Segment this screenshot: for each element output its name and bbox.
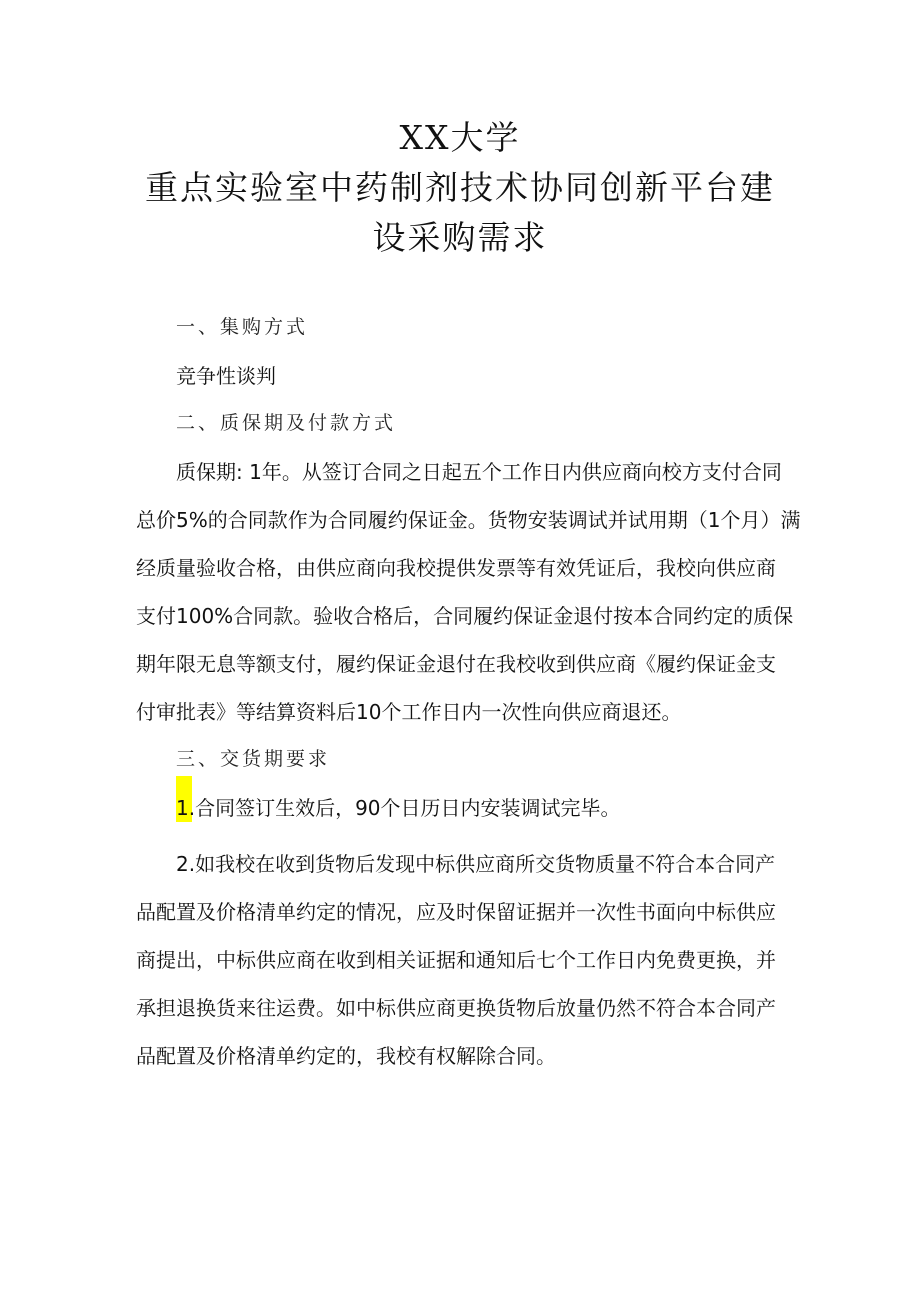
section-1-heading: 一、集购方式 <box>176 316 309 338</box>
warranty-paragraph-line: 期年限无息等额支付，履约保证金退付在我校收到供应商《履约保证金支 <box>136 652 776 676</box>
document-title-line-2: 重点实验室中药制剂技术协同创新平台建 <box>145 168 775 207</box>
delivery-item-2-line: 商提出，中标供应商在收到相关证据和通知后七个工作日内免费更换，并 <box>136 948 776 972</box>
warranty-paragraph-line: 质保期: 1年。从签订合同之日起五个工作日内供应商向校方支付合同 <box>176 460 782 484</box>
warranty-paragraph-line: 经质量验收合格，由供应商向我校提供发票等有效凭证后，我校向供应商 <box>136 556 776 580</box>
warranty-paragraph-line: 总价5%的合同款作为合同履约保证金。货物安装调试并试用期（1个月）满 <box>136 508 801 532</box>
section-3-heading: 三、交货期要求 <box>176 748 331 770</box>
delivery-item-2-line: 2.如我校在收到货物后发现中标供应商所交货物质量不符合本合同产 <box>176 852 776 876</box>
delivery-item-1: 1.合同签订生效后，90个日历日内安装调试完毕。 <box>176 796 621 820</box>
procurement-method: 竞争性谈判 <box>176 364 276 388</box>
delivery-item-2-line: 承担退换货来往运费。如中标供应商更换货物后放量仍然不符合本合同产 <box>136 996 776 1020</box>
document-title-line-3: 设采购需求 <box>372 218 548 257</box>
document-title-line-1: XX大学 <box>399 118 521 157</box>
warranty-paragraph-line: 支付100%合同款。验收合格后，合同履约保证金退付按本合同约定的质保 <box>136 604 794 628</box>
warranty-paragraph-line: 付审批表》等结算资料后10个工作日内一次性向供应商退还。 <box>136 700 682 724</box>
delivery-item-2-line: 品配置及价格清单约定的，我校有权解除合同。 <box>136 1044 556 1068</box>
delivery-item-2-line: 品配置及价格清单约定的情况，应及时保留证据并一次性书面向中标供应 <box>136 900 776 924</box>
section-2-heading: 二、质保期及付款方式 <box>176 412 397 434</box>
